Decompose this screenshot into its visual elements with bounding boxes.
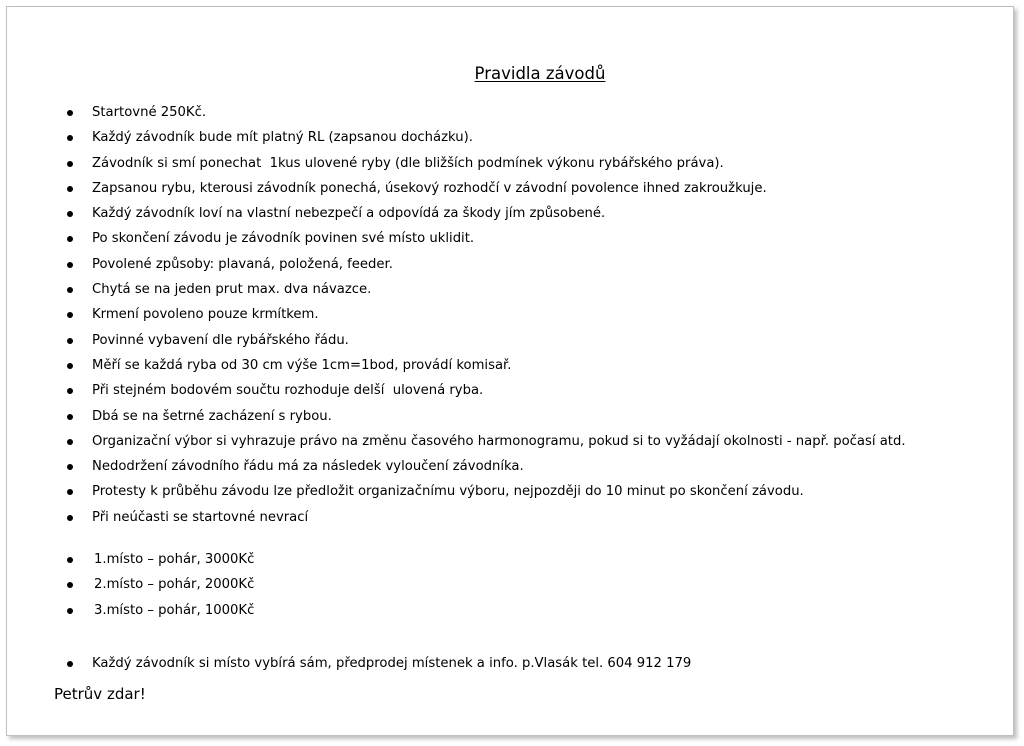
prize-item: 2.místo – pohár, 2000Kč xyxy=(65,576,254,601)
rule-item: Každý závodník loví na vlastní nebezpečí a odpovídá za škody jím způsobené. xyxy=(65,205,906,230)
rule-item: Chytá se na jeden prut max. dva návazce. xyxy=(65,281,906,306)
prize-item: 3.místo – pohár, 1000Kč xyxy=(65,602,254,627)
rule-item: Měří se každá ryba od 30 cm výše 1cm=1bod, provádí komisař. xyxy=(65,357,906,382)
rule-item: Organizační výbor si vyhrazuje právo na změnu časového harmonogramu, pokud si to vyžádají okolnosti - např. počasí atd. xyxy=(65,433,906,458)
info-list xyxy=(65,655,691,675)
rule-item: Dbá se na šetrné zacházení s rybou. xyxy=(65,408,906,433)
prize-item: 1.místo – pohár, 3000Kč xyxy=(65,551,254,576)
info-item: Každý závodník si místo vybírá sám, předprodej místenek a info. p.Vlasák tel. 604 912 179 xyxy=(65,655,691,675)
rules-list xyxy=(65,104,906,534)
rule-item: Startovné 250Kč. xyxy=(65,104,906,129)
rule-item: Krmení povoleno pouze krmítkem. xyxy=(65,306,906,331)
rule-item: Povinné vybavení dle rybářského řádu. xyxy=(65,332,906,357)
prizes-list xyxy=(65,551,254,627)
rule-item: Při stejném bodovém součtu rozhoduje delší ulovená ryba. xyxy=(65,382,906,407)
rule-item: Protesty k průběhu závodu lze předložit organizačnímu výboru, nejpozději do 10 minut po skončení závodu. xyxy=(65,483,906,508)
rule-item: Zapsanou rybu, kterousi závodník ponechá, úsekový rozhodčí v závodní povolence ihned zakroužkuje. xyxy=(65,180,906,205)
rule-item: Každý závodník bude mít platný RL (zapsanou docházku). xyxy=(65,129,906,154)
document-title: Pravidla závodů xyxy=(474,64,606,83)
rule-item: Po skončení závodu je závodník povinen své místo uklidit. xyxy=(65,230,906,255)
rule-item: Při neúčasti se startovné nevrací xyxy=(65,509,906,534)
rule-item: Nedodržení závodního řádu má za následek vyloučení závodníka. xyxy=(65,458,906,483)
closing-text: Petrův zdar! xyxy=(54,685,146,703)
document-page xyxy=(6,6,1014,736)
rule-item: Závodník si smí ponechat 1kus ulovené ryby (dle bližších podmínek výkonu rybářského práva). xyxy=(65,155,906,180)
rule-item: Povolené způsoby: plavaná, položená, feeder. xyxy=(65,256,906,281)
